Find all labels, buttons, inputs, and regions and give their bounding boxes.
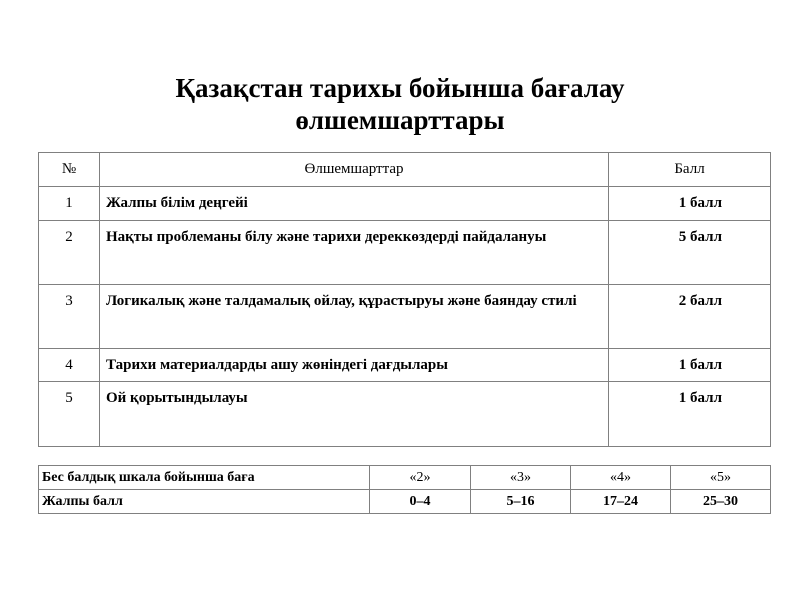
page-title [0, 72, 800, 136]
grade-value: «2» [370, 466, 471, 490]
row-number: 3 [39, 285, 100, 349]
total-score-row [39, 490, 771, 514]
criterion-score: 1 балл [609, 349, 771, 382]
score-range: 5–16 [471, 490, 571, 514]
grade-value: «4» [571, 466, 671, 490]
criteria-table [38, 152, 771, 447]
score-range: 25–30 [671, 490, 771, 514]
number-column-header: № [39, 153, 100, 187]
total-score-label: Жалпы балл [39, 490, 370, 514]
criterion-score: 1 балл [609, 382, 771, 447]
page-title-line-1: Қазақстан тарихы бойынша бағалау [175, 73, 625, 103]
row-number: 5 [39, 382, 100, 447]
grade-value: «5» [671, 466, 771, 490]
row-number: 4 [39, 349, 100, 382]
table-row [39, 349, 771, 382]
score-range: 17–24 [571, 490, 671, 514]
row-number: 1 [39, 187, 100, 221]
page-title-line-2: өлшемшарттары [295, 105, 505, 135]
table-row [39, 221, 771, 285]
score-range: 0–4 [370, 490, 471, 514]
criterion-score: 5 балл [609, 221, 771, 285]
criterion-text: Тарихи материалдарды ашу жөніндегі дағдылары [100, 349, 609, 382]
score-column-header: Балл [609, 153, 771, 187]
criterion-column-header: Өлшемшарттар [100, 153, 609, 187]
table-row [39, 187, 771, 221]
criterion-text: Логикалық және талдамалық ойлау, құрастыруы және баяндау стилі [100, 285, 609, 349]
criterion-score: 1 балл [609, 187, 771, 221]
criterion-text: Ой қорытындылауы [100, 382, 609, 447]
criteria-header-row [39, 153, 771, 187]
row-number: 2 [39, 221, 100, 285]
grade-scale-header-row [39, 466, 771, 490]
criterion-text: Нақты проблеманы білу және тарихи дереккөздерді пайдалануы [100, 221, 609, 285]
table-row [39, 382, 771, 447]
grade-value: «3» [471, 466, 571, 490]
criterion-text: Жалпы білім деңгейі [100, 187, 609, 221]
table-row [39, 285, 771, 349]
grade-scale-label: Бес балдық шкала бойынша баға [39, 466, 370, 490]
criterion-score: 2 балл [609, 285, 771, 349]
grade-scale-table [38, 465, 771, 514]
